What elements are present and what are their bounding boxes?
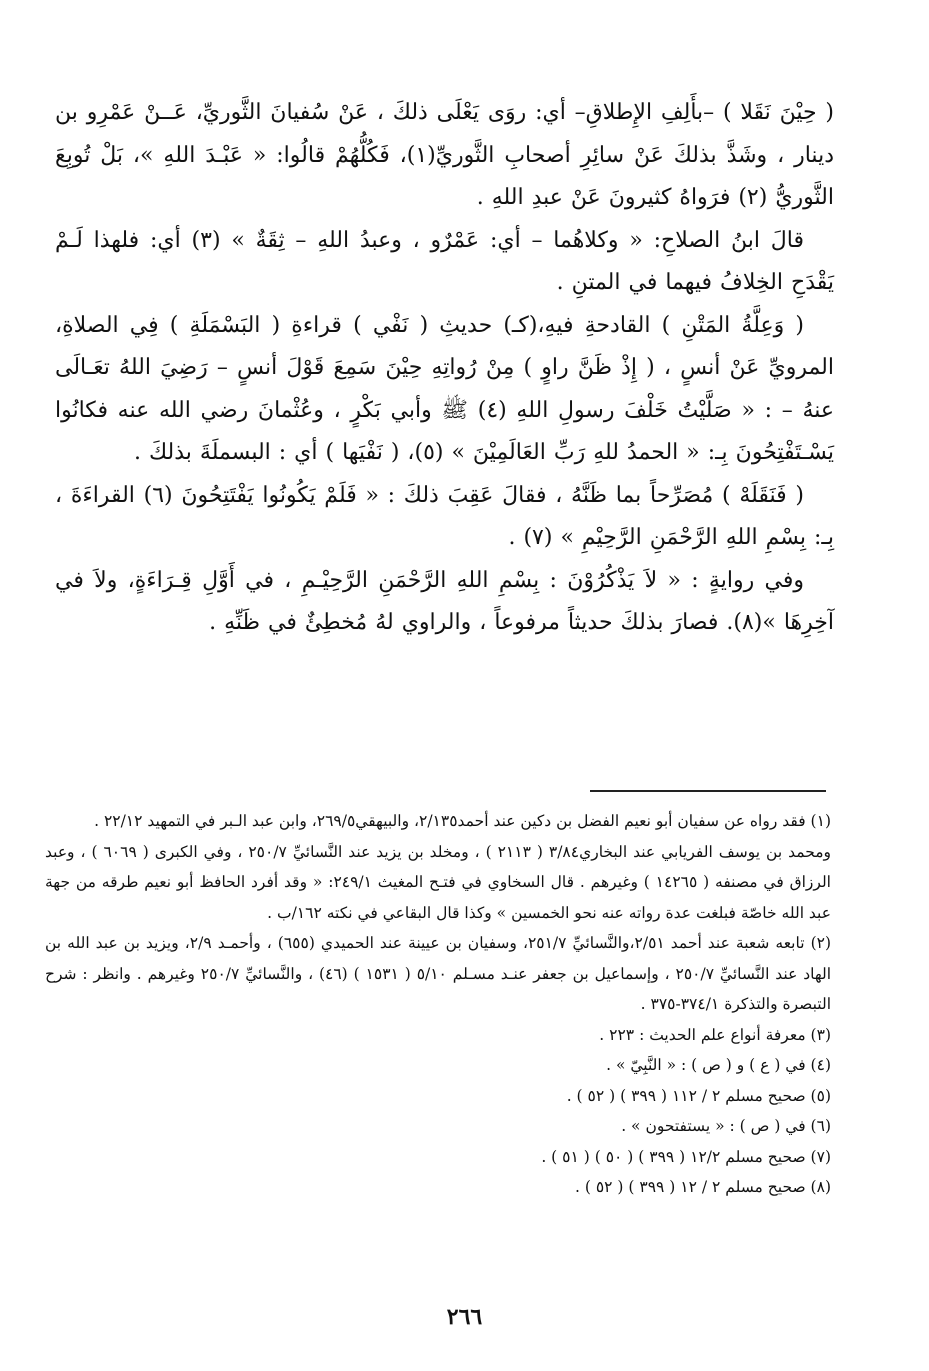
footnote-1-continuation: ومحمد بن يوسف الفريابي عند البخاري٣/٨٤ ( ٢١١٣ ) ، ومخلد بن يزيد عند النَّسائيِّ ٢٥٠/٧ ، وفي الكبرى ( ٦٠٦٩ ) ، وعبد الرزاق في مصنفه ( ١٤٢٦٥ ) وغيرهم . قال السخاوي في فتـح المغيث ٢٤٩/١: « وقد أفرد الحافظ أبو نعيم طرقه من جهة عبد الله خاصّة فبلغت عدة رواته عنه نحو الخمسين » وكذا قال البقاعي في نكته ١٦٢/ب . xyxy=(45,842,832,922)
footnote-separator xyxy=(590,790,826,792)
footnote-6: (٦) في ( ص ) : « يستفتحون » . xyxy=(621,1117,831,1135)
paragraph-3: ( وَعِلَّةُ المَتْنِ ) القادحةِ فيهِ،(كـ) حديثِ ( نَفْي ) قراءةِ ( البَسْمَلَةِ ) فِي الصلاةِ، المرويِّ عَنْ أنسٍ ، ( إِذْ ظَنَّ راوٍ ) مِنْ رُواتِهِ حِيْنَ سَمِعَ قَوْلَ أنسٍ – رَضِيَ اللهُ تعَـالَى عنهُ – : « صَلَّيْتُ خَلْفَ رسولِ اللهِ (٤) ﷺ وأبي بَكْرٍ ، وعُثْمانَ رضي الله عنه فكانُوا يَسْـتَفْتِحُونَ بِـ: « الحمدُ للهِ رَبِّ العَالَمِيْنَ » (٥)، ( نَفْيَها ) أي : البسملَةَ بذلكَ . xyxy=(55,312,835,465)
footnote-3: (٣) معرفة أنواع علم الحديث : ٢٢٣ . xyxy=(599,1025,831,1044)
page-number: ٢٦٦ xyxy=(446,1304,483,1330)
paragraph-5: وفي روايةٍ : « لاَ يَذْكُرُوْنَ : بِسْمِ اللهِ الرَّحْمَنِ الرَّحِيْـمِ ، في أَوَّلِ قِـرَاءَةٍ، ولاَ في آخِرِهَا »(٨). فصارَ بذلكَ حديثاً مرفوعاً ، والراوي لهُ مُخطِئٌ في ظَنِّهِ . xyxy=(55,567,834,635)
footnote-2: (٢) تابعه شعبة عند أحمد ٢/٥١،والنَّسائيِّ ٢٥١/٧، وسفيان بن عيينة عند الحميدي (٦٥٥) ، وأحمـد ٢/٩، ويزيد بن عبد الله بن الهاد عند النَّسائيِّ ٢٥٠/٧ ، وإسماعيل بن جعفر عنـد مسـلم ٥/١٠ ( ١٥٣١ ) (٤٦) ، والنَّسائيِّ ٢٥٠/٧ وغيرهم . وانظر : شرح التبصرة والتذكرة ٣٧٤/١-٣٧٥ . xyxy=(45,934,832,1013)
paragraph-4: ( فَنَقَلَهْ ) مُصَرِّحاً بما ظَنَّهُ ، فقالَ عَقِبَ ذلكَ : « فَلَمْ يَكُونُوا يَفْتَتِحُونَ (٦) القراءَةَ ، بِـ: بِسْمِ اللهِ الرَّحْمَنِ الرَّحِيْمِ » (٧) . xyxy=(55,482,834,550)
main-text xyxy=(55,92,834,645)
footnote-4: (٤) في ( ع ) و ( ص ) : « النَّبِيّ » . xyxy=(606,1056,831,1074)
footnote-8: (٨) صحيح مسلم ٢ / ١٢ ( ٣٩٩ ) ( ٥٢ ) . xyxy=(575,1178,831,1196)
footnote-7: (٧) صحيح مسلم ١٢/٢ ( ٣٩٩ ) ( ٥٠ ) ( ٥١ ) . xyxy=(541,1147,831,1166)
footnotes xyxy=(45,806,831,1203)
footnote-5: (٥) صحيح مسلم ٢ / ١١٢ ( ٣٩٩ ) ( ٥٢ ) . xyxy=(566,1086,831,1105)
paragraph-2: قالَ ابنُ الصلاحِ: « وكلاهُما – أي: عَمْرٌو ، وعبدُ اللهِ – ثِقَةٌ » (٣) أي: فلهذا لَـمْ يَقْدَحِ الخِلافُ فيهما في المتنِ . xyxy=(55,227,834,295)
paragraph-1: ( حِيْنَ نَقَلا ) –بأَلِفِ الإِطلاقِ– أي: روَى يَعْلَى ذلكَ ، عَنْ سُفيانَ الثَّوريِّ، عَــنْ عَمْرِو بن دينار ، وشَذَّ بذلكَ عَنْ سائِرِ أصحابِ الثَّوريِّ(١)، فَكُلُّهُمْ قالُوا: « عَبْـدَ اللهِ »، بَلْ تُوبِعَ الثَّوريُّ (٢) فرَواهُ كثيرونَ عَنْ عبدِ اللهِ . xyxy=(55,100,834,210)
footnote-1: (١) فقد رواه عن سفيان أبو نعيم الفضل بن دكين عند أحمد٢/١٣٥، والبيهقي٢٦٩/٥، وابن عبد الـبر في التمهيد ٢٢/١٢ . xyxy=(94,812,831,830)
